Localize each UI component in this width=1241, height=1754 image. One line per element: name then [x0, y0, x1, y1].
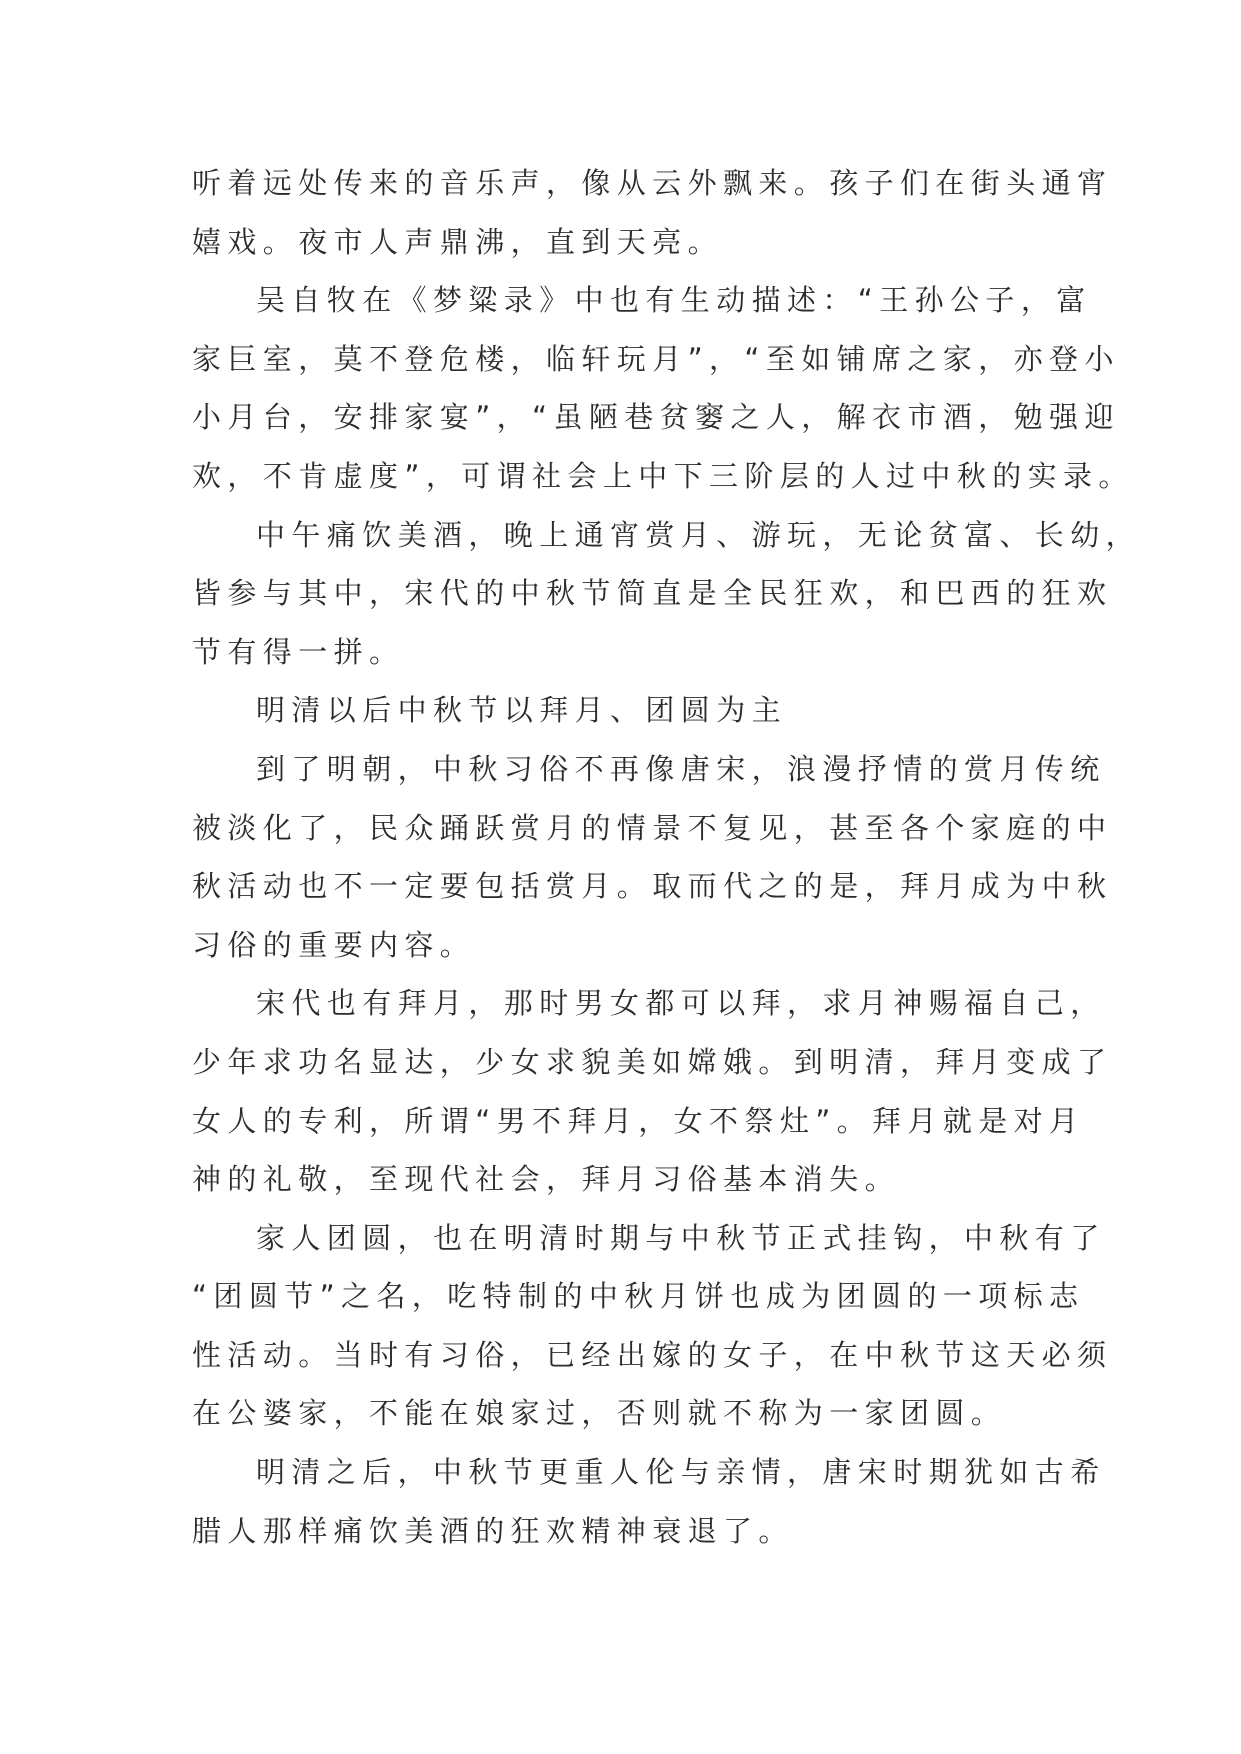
text-line: 吴自牧在《梦粱录》中也有生动描述：“王孙公子，富 — [256, 283, 1092, 318]
text-line: 嬉戏。夜市人声鼎沸，直到天亮。 — [192, 224, 724, 259]
text-line: 小月台，安排家宴”，“虽陋巷贫窭之人，解衣市酒，勉强迎 — [192, 400, 1120, 435]
section-heading: 明清以后中秋节以拜月、团圆为主 — [256, 693, 788, 728]
text-line: 女人的专利，所谓“男不拜月，女不祭灶”。拜月就是对月 — [192, 1103, 1085, 1138]
text-line: 被淡化了，民众踊跃赏月的情景不复见，甚至各个家庭的中 — [192, 810, 1113, 845]
text-line: 性活动。当时有习俗，已经出嫁的女子，在中秋节这天必须 — [192, 1337, 1113, 1372]
text-line: 皆参与其中，宋代的中秋节简直是全民狂欢，和巴西的狂欢 — [192, 576, 1113, 611]
text-line: 少年求功名显达，少女求貌美如嫦娥。到明清，拜月变成了 — [192, 1044, 1113, 1079]
text-line: 听着远处传来的音乐声，像从云外飘来。孩子们在街头通宵 — [192, 166, 1113, 200]
text-line: 宋代也有拜月，那时男女都可以拜，求月神赐福自己， — [256, 986, 1106, 1021]
text-line: “团圆节”之名，吃特制的中秋月饼也成为团圆的一项标志 — [192, 1279, 1085, 1314]
body-text — [192, 154, 1142, 1560]
text-line: 家人团圆，也在明清时期与中秋节正式挂钩，中秋有了 — [256, 1220, 1106, 1255]
text-line: 在公婆家，不能在娘家过，否则就不称为一家团圆。 — [192, 1396, 1007, 1431]
text-line: 节有得一拼。 — [192, 634, 405, 669]
text-line: 习俗的重要内容。 — [192, 927, 476, 962]
text-line: 家巨室，莫不登危楼，临轩玩月”，“至如铺席之家，亦登小 — [192, 341, 1120, 376]
text-line: 明清之后，中秋节更重人伦与亲情，唐宋时期犹如古希 — [256, 1455, 1106, 1490]
text-line: 秋活动也不一定要包括赏月。取而代之的是，拜月成为中秋 — [192, 869, 1113, 904]
text-line: 神的礼敬，至现代社会，拜月习俗基本消失。 — [192, 1162, 901, 1197]
text-line: 欢，不肯虚度”，可谓社会上中下三阶层的人过中秋的实录。 — [192, 458, 1134, 493]
text-line: 中午痛饮美酒，晚上通宵赏月、游玩，无论贫富、长幼， — [256, 517, 1142, 552]
text-line: 到了明朝，中秋习俗不再像唐宋，浪漫抒情的赏月传统 — [256, 751, 1106, 786]
text-line: 腊人那样痛饮美酒的狂欢精神衰退了。 — [192, 1513, 794, 1548]
